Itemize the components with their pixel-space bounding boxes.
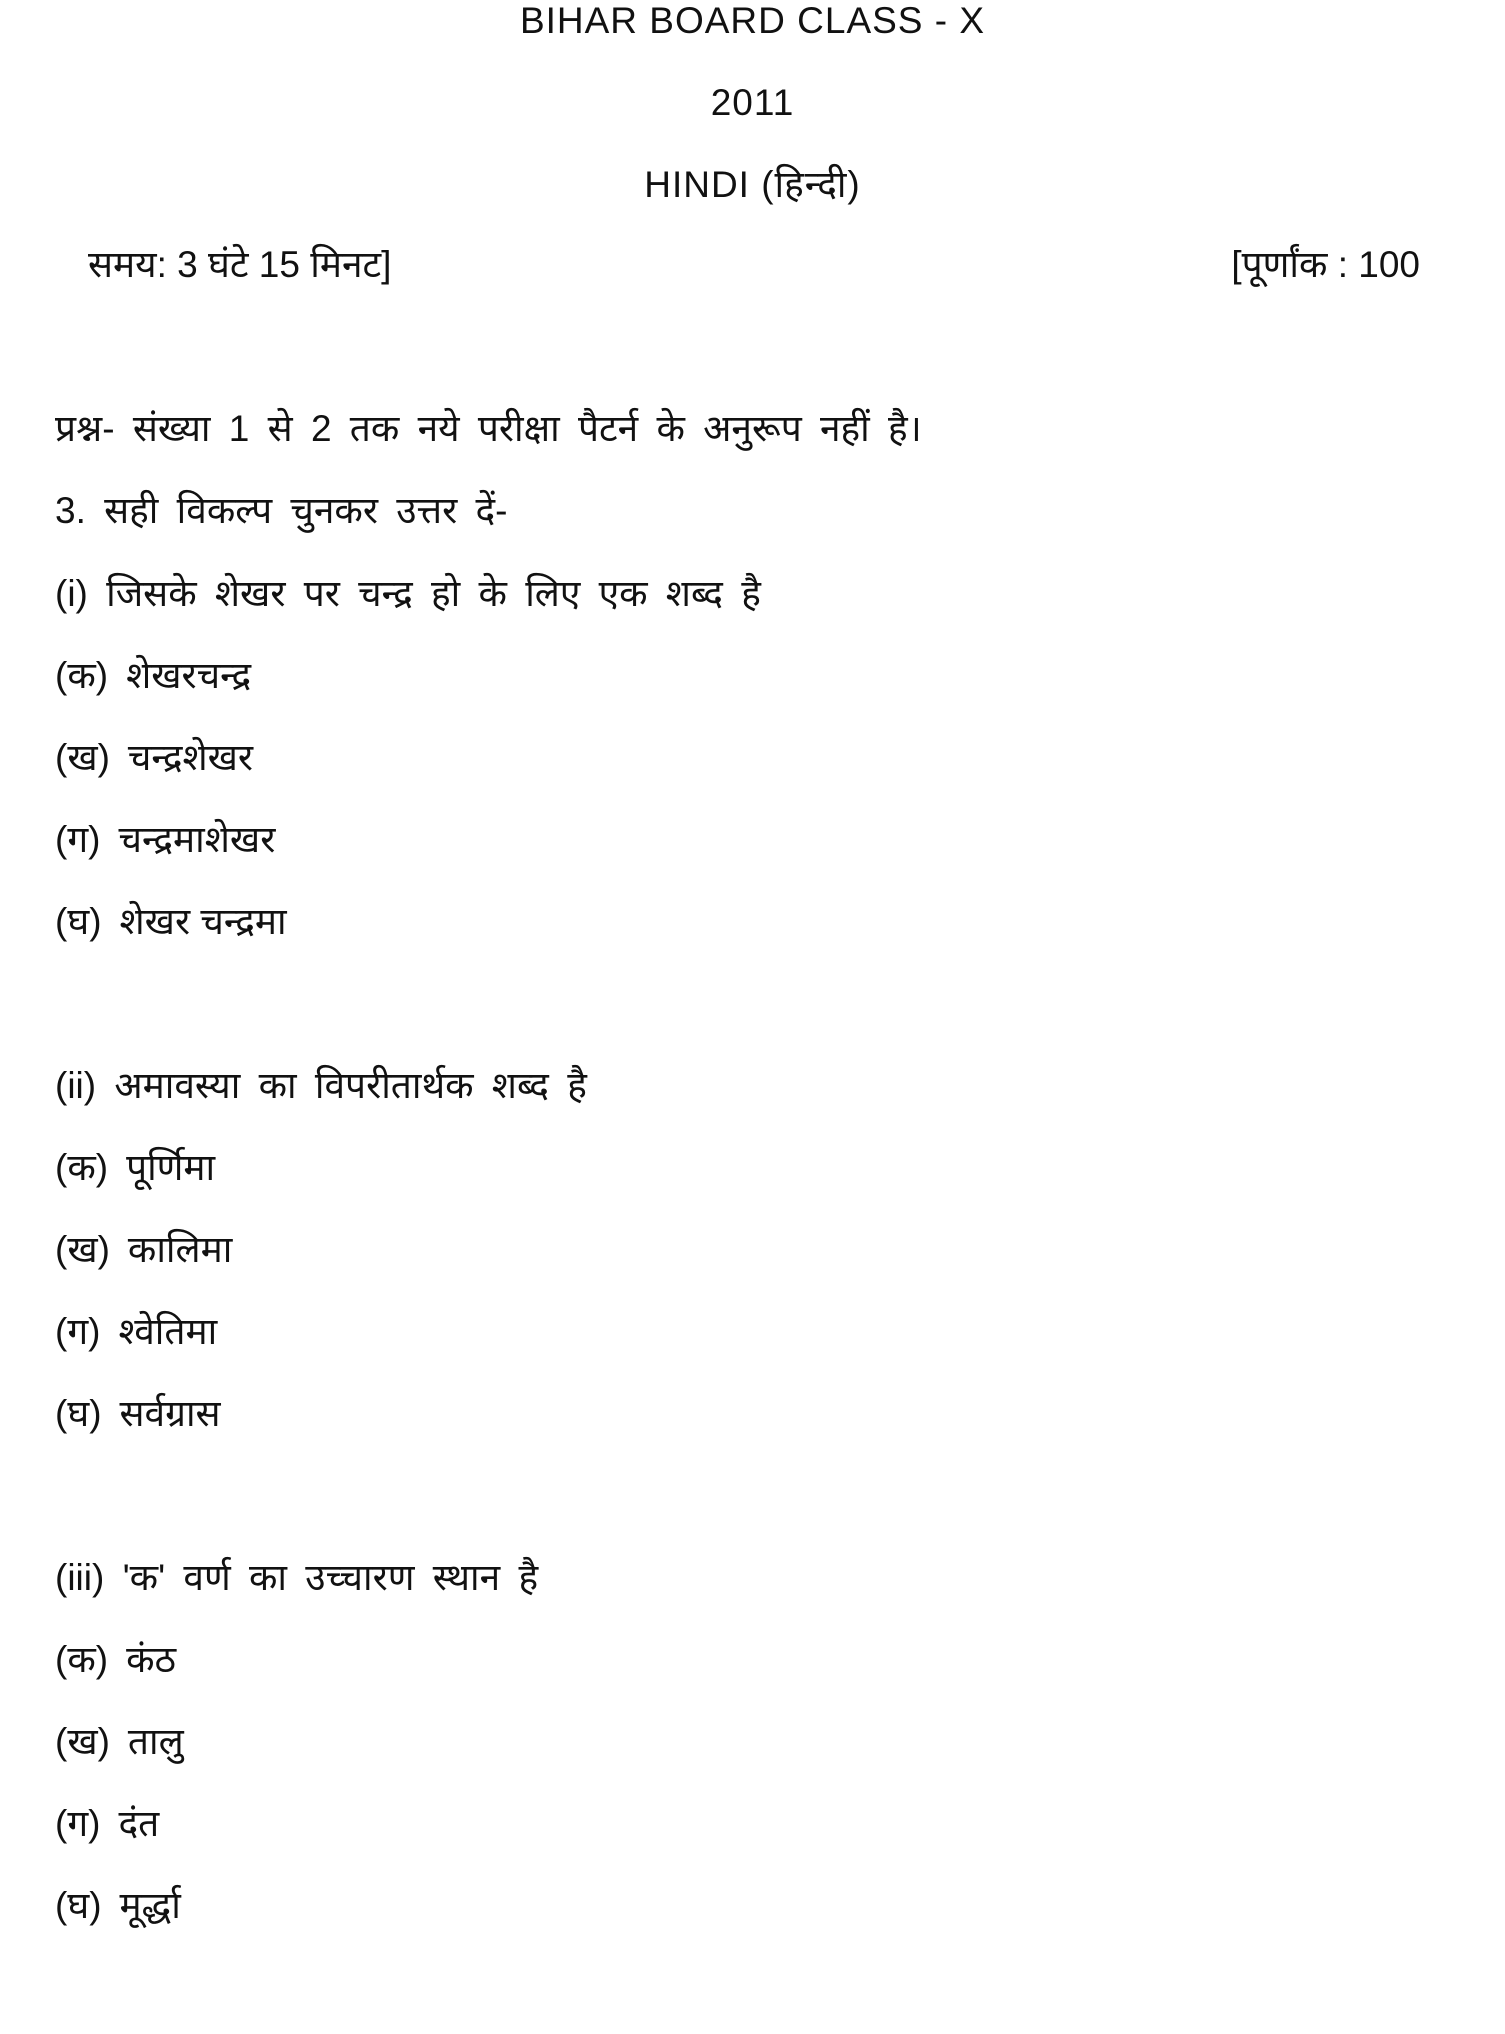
- option-text: शेखर चन्द्रमा: [119, 901, 287, 942]
- question-2-option-b: [55, 1227, 232, 1273]
- option-label: (क): [55, 655, 109, 696]
- question-3-option-d: [55, 1883, 181, 1929]
- option-label: (ग): [55, 819, 101, 860]
- option-text: कालिमा: [127, 1229, 233, 1270]
- pattern-note: प्रश्न- संख्या 1 से 2 तक नये परीक्षा पैटर्न के अनुरूप नहीं है।: [55, 408, 922, 449]
- option-label: (ख): [55, 1229, 110, 1270]
- option-label: (क): [55, 1639, 109, 1680]
- option-label: (ग): [55, 1311, 101, 1352]
- question-1-option-c: [55, 817, 275, 863]
- option-label: (घ): [55, 1885, 102, 1926]
- section-instruction: 3. सही विकल्प चुनकर उत्तर दें-: [55, 490, 508, 531]
- option-text: पूर्णिमा: [126, 1147, 216, 1188]
- option-text: कंठ: [126, 1639, 176, 1680]
- option-text: तालु: [127, 1721, 184, 1762]
- option-label: (घ): [55, 1393, 102, 1434]
- subject-title: HINDI (हिन्दी): [644, 164, 861, 205]
- option-label: (ग): [55, 1803, 101, 1844]
- question-3-option-a: [55, 1637, 176, 1683]
- exam-year: 2011: [710, 82, 795, 123]
- option-text: शेखरचन्द्र: [126, 655, 252, 696]
- time-allowed: समय: 3 घंटे 15 मिनट]: [88, 244, 392, 285]
- question-1-text: (i) जिसके शेखर पर चन्द्र हो के लिए एक शब्द है: [55, 573, 761, 614]
- option-label: (घ): [55, 901, 102, 942]
- question-1-option-d: [55, 899, 287, 945]
- question-1-option-b: [55, 735, 253, 781]
- option-text: सर्वग्रास: [119, 1393, 221, 1434]
- board-title: BIHAR BOARD CLASS - X: [519, 0, 986, 41]
- option-label: (क): [55, 1147, 109, 1188]
- option-label: (ख): [55, 737, 110, 778]
- question-2-text: (ii) अमावस्या का विपरीतार्थक शब्द है: [55, 1065, 587, 1106]
- question-3-option-b: [55, 1719, 184, 1765]
- question-3-text: (iii) 'क' वर्ण का उच्चारण स्थान है: [55, 1557, 539, 1598]
- option-label: (ख): [55, 1721, 110, 1762]
- question-2-option-c: [55, 1309, 217, 1355]
- question-3-option-c: [55, 1801, 159, 1847]
- question-2-option-d: [55, 1391, 221, 1437]
- option-text: चन्द्रमाशेखर: [118, 819, 276, 860]
- full-marks: [पूर्णांक : 100: [1231, 244, 1420, 285]
- question-1-option-a: [55, 653, 251, 699]
- option-text: चन्द्रशेखर: [127, 737, 254, 778]
- option-text: श्वेतिमा: [118, 1311, 218, 1352]
- question-2-option-a: [55, 1145, 215, 1191]
- option-text: दंत: [118, 1803, 160, 1844]
- option-text: मूर्द्धा: [119, 1885, 181, 1926]
